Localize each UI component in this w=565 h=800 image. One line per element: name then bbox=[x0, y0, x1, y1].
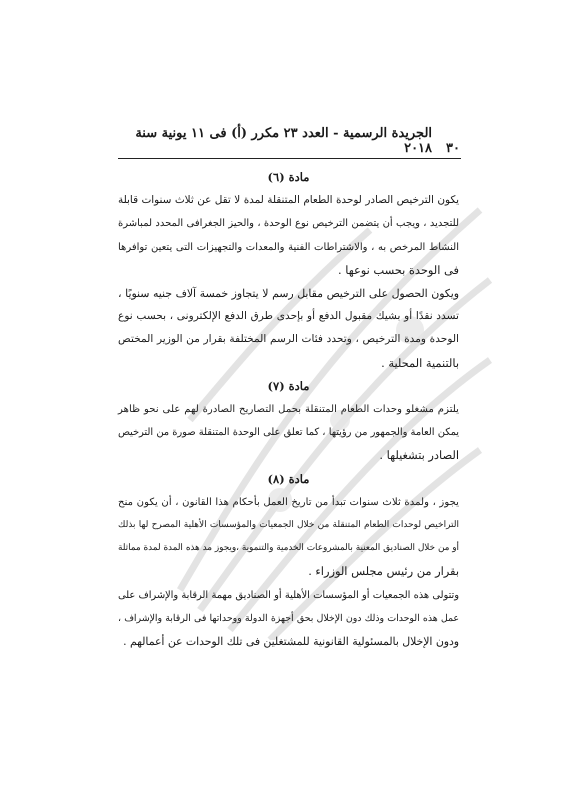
text-line: النشاط المرخص به ، والاشتراطات الفنية والمعدات والتجهيزات التى يتعين توافرها bbox=[118, 241, 459, 253]
paragraph bbox=[118, 189, 459, 282]
text-line: الوحدة ومدة الترخيص ، وتحدد فئات الرسم المختلفة بقرار من الوزير المختص bbox=[118, 333, 459, 346]
header-divider bbox=[118, 158, 461, 159]
document-body bbox=[118, 166, 459, 653]
article-title: مادة (٧) bbox=[267, 378, 310, 393]
page-header bbox=[120, 126, 460, 156]
text-line: التراخيص لوحدات الطعام المتنقلة من خلال الجمعيات والمؤسسات الأهلية المصرح لها بذلك bbox=[118, 520, 459, 531]
text-line: للتجديد ، ويجب أن يتضمن الترخيص نوع الوحدة ، والحيز الجغرافى المحدد لمباشرة bbox=[118, 218, 459, 230]
page-number: ٣٠ bbox=[446, 141, 460, 156]
text-line: يمكن العامة والجمهور من رؤيتها ، كما تعلق على الوحدة المتنقلة صورة من الترخيص bbox=[118, 427, 459, 439]
text-line: عمل هذه الوحدات وذلك دون الإخلال بحق أجهزة الدولة ووحداتها فى الرقابة والإشراف ، bbox=[118, 612, 459, 624]
text-line: أو من خلال الصناديق المعنية بالمشروعات الخدمية والتنموية ،ويجوز مد هذه المدة لمدة مماثلة bbox=[118, 543, 459, 554]
paragraph bbox=[118, 491, 459, 584]
text-line: ويكون الحصول على الترخيص مقابل رسم لا يتجاوز خمسة آلاف جنيه سنويًا ، bbox=[118, 287, 459, 301]
article-title: مادة (٨) bbox=[267, 471, 310, 486]
text-line: يكون الترخيص الصادر لوحدة الطعام المتنقلة لمدة لا تقل عن ثلاث سنوات قابلة bbox=[118, 194, 459, 207]
text-line: يجوز ، ولمدة ثلاث سنوات تبدأ من تاريخ العمل بأحكام هذا القانون ، أن يكون منح bbox=[118, 496, 459, 508]
text-line: بقرار من رئيس مجلس الوزراء . bbox=[308, 564, 459, 579]
text-line: ودون الإخلال بالمسئولية القانونية للمشتغلين فى تلك الوحدات عن أعمالهم . bbox=[123, 635, 459, 649]
paragraph bbox=[118, 398, 459, 468]
paragraph bbox=[118, 584, 459, 654]
text-line: يلتزم مشغلو وحدات الطعام المتنقلة بحمل التصاريح الصادرة لهم على نحو ظاهر bbox=[118, 404, 459, 416]
running-title: الجريدة الرسمية - العدد ٢٣ مكرر (أ) فى ١١ يونية سنة ٢٠١٨ bbox=[135, 126, 433, 156]
article-title: مادة (٦) bbox=[267, 170, 310, 184]
text-line: بالتنمية المحلية . bbox=[381, 355, 459, 370]
paragraph bbox=[118, 282, 459, 375]
text-line: فى الوحدة بحسب نوعها . bbox=[338, 262, 459, 277]
text-line: الصادر بتشغيلها . bbox=[379, 448, 459, 463]
text-line: تسدد نقدًا أو بشيك مقبول الدفع أو بإحدى طرق الدفع الإلكترونى ، بحسب نوع bbox=[118, 310, 459, 323]
text-line: وتتولى هذه الجمعيات أو المؤسسات الأهلية أو الصناديق مهمة الرقابة والإشراف على bbox=[118, 589, 459, 601]
